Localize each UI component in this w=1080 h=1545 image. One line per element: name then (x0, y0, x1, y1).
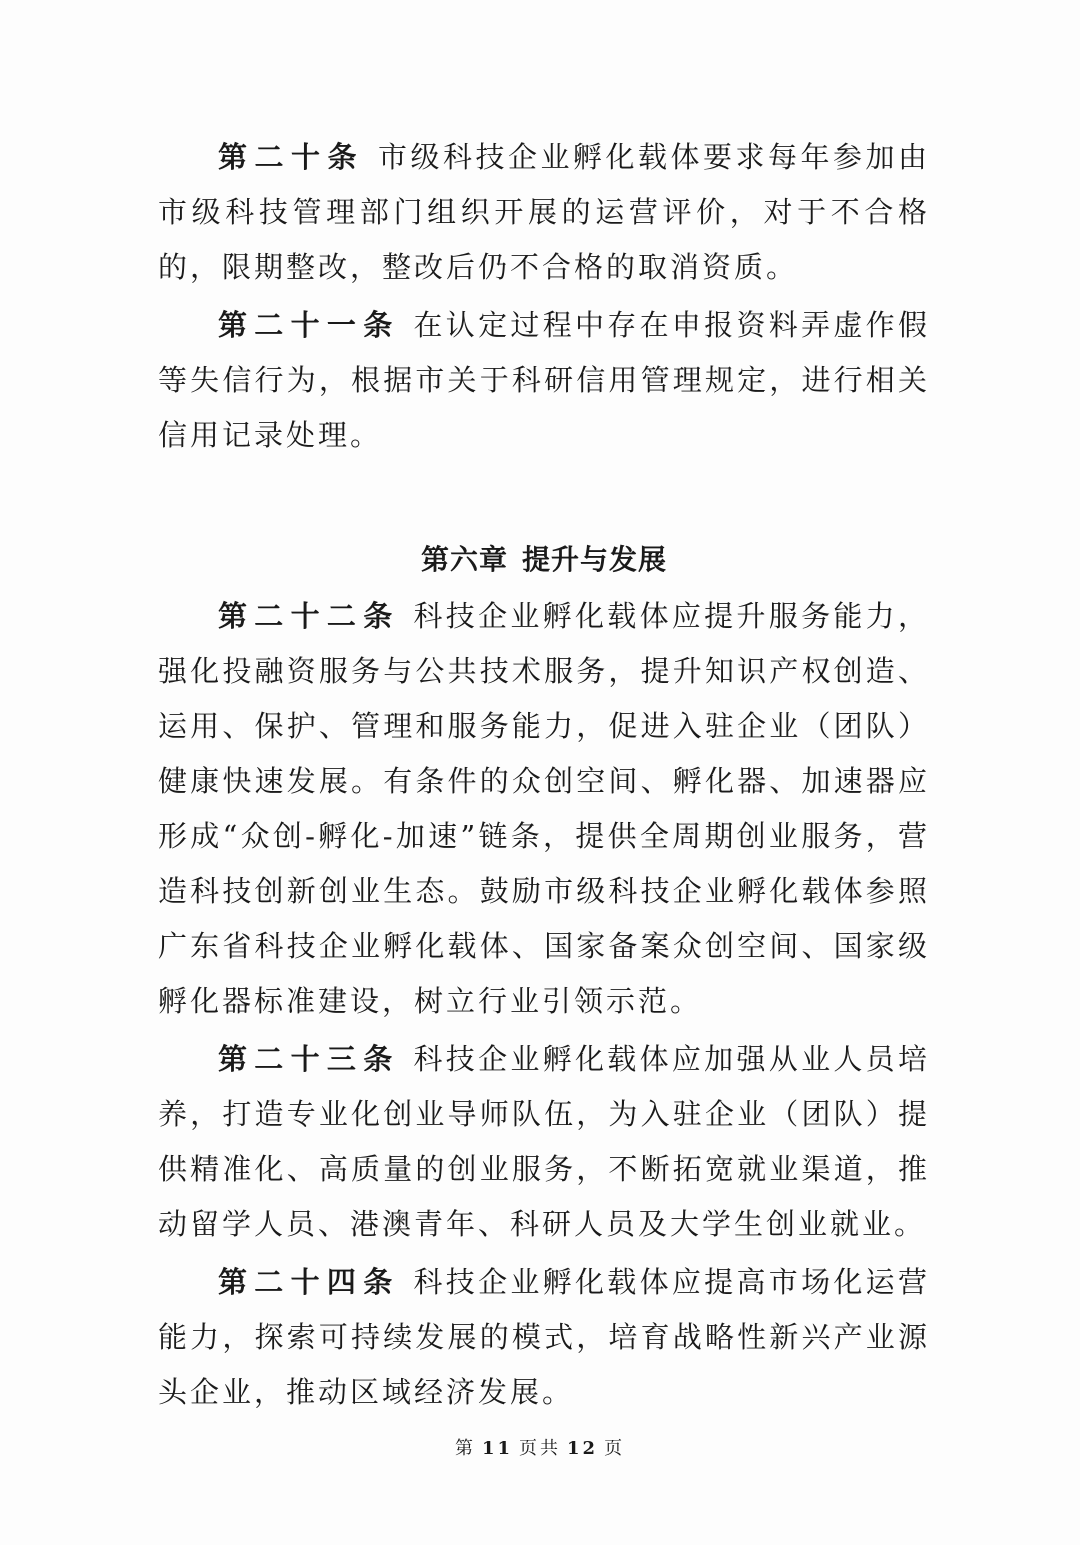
footer-prefix: 第 (454, 1438, 476, 1459)
page-number-footer (0, 1434, 1080, 1460)
article-label: 第二十条 (218, 140, 364, 174)
article-text: 科技企业孵化载体应加强从业人员培养，打造专业化创业导师队伍，为入驻企业（团队）提供精准化、高质量的创业服务，不断拓宽就业渠道，推动留学人员、港澳青年、科研人员及大学生创业就业。 (158, 1042, 930, 1241)
article-23 (158, 1032, 930, 1252)
chapter-title: 提升与发展 (522, 543, 668, 576)
article-label: 第二十四条 (218, 1265, 400, 1299)
footer-middle: 页共 (519, 1438, 561, 1459)
article-text: 科技企业孵化载体应提高市场化运营能力，探索可持续发展的模式，培育战略性新兴产业源头企业，推动区域经济发展。 (158, 1265, 930, 1409)
total-page-number: 12 (567, 1438, 599, 1459)
footer-suffix: 页 (604, 1438, 626, 1459)
article-20 (158, 130, 930, 295)
article-text: 在认定过程中存在申报资料弄虚作假等失信行为，根据市关于科研信用管理规定，进行相关信用记录处理。 (158, 308, 930, 452)
article-label: 第二十一条 (218, 308, 400, 342)
chapter-heading (158, 535, 930, 585)
article-text: 科技企业孵化载体应提升服务能力，强化投融资服务与公共技术服务，提升知识产权创造、运用、保护、管理和服务能力，促进入驻企业（团队）健康快速发展。有条件的众创空间、孵化器、加速器应形成“众创-孵化-加速”链条，提供全周期创业服务，营造科技创新创业生态。鼓励市级科技企业孵化载体参照广东省科技企业孵化载体、国家备案众创空间、国家级孵化器标准建设，树立行业引领示范。 (158, 599, 930, 1018)
article-24 (158, 1255, 930, 1420)
current-page-number: 11 (481, 1438, 513, 1459)
document-body (158, 130, 930, 1420)
article-21 (158, 298, 930, 463)
article-label: 第二十二条 (218, 599, 400, 633)
article-label: 第二十三条 (218, 1042, 400, 1076)
chapter-number: 第六章 (420, 543, 508, 576)
article-22 (158, 589, 930, 1029)
article-text: 市级科技企业孵化载体要求每年参加由市级科技管理部门组织开展的运营评价，对于不合格的，限期整改，整改后仍不合格的取消资质。 (158, 140, 930, 284)
